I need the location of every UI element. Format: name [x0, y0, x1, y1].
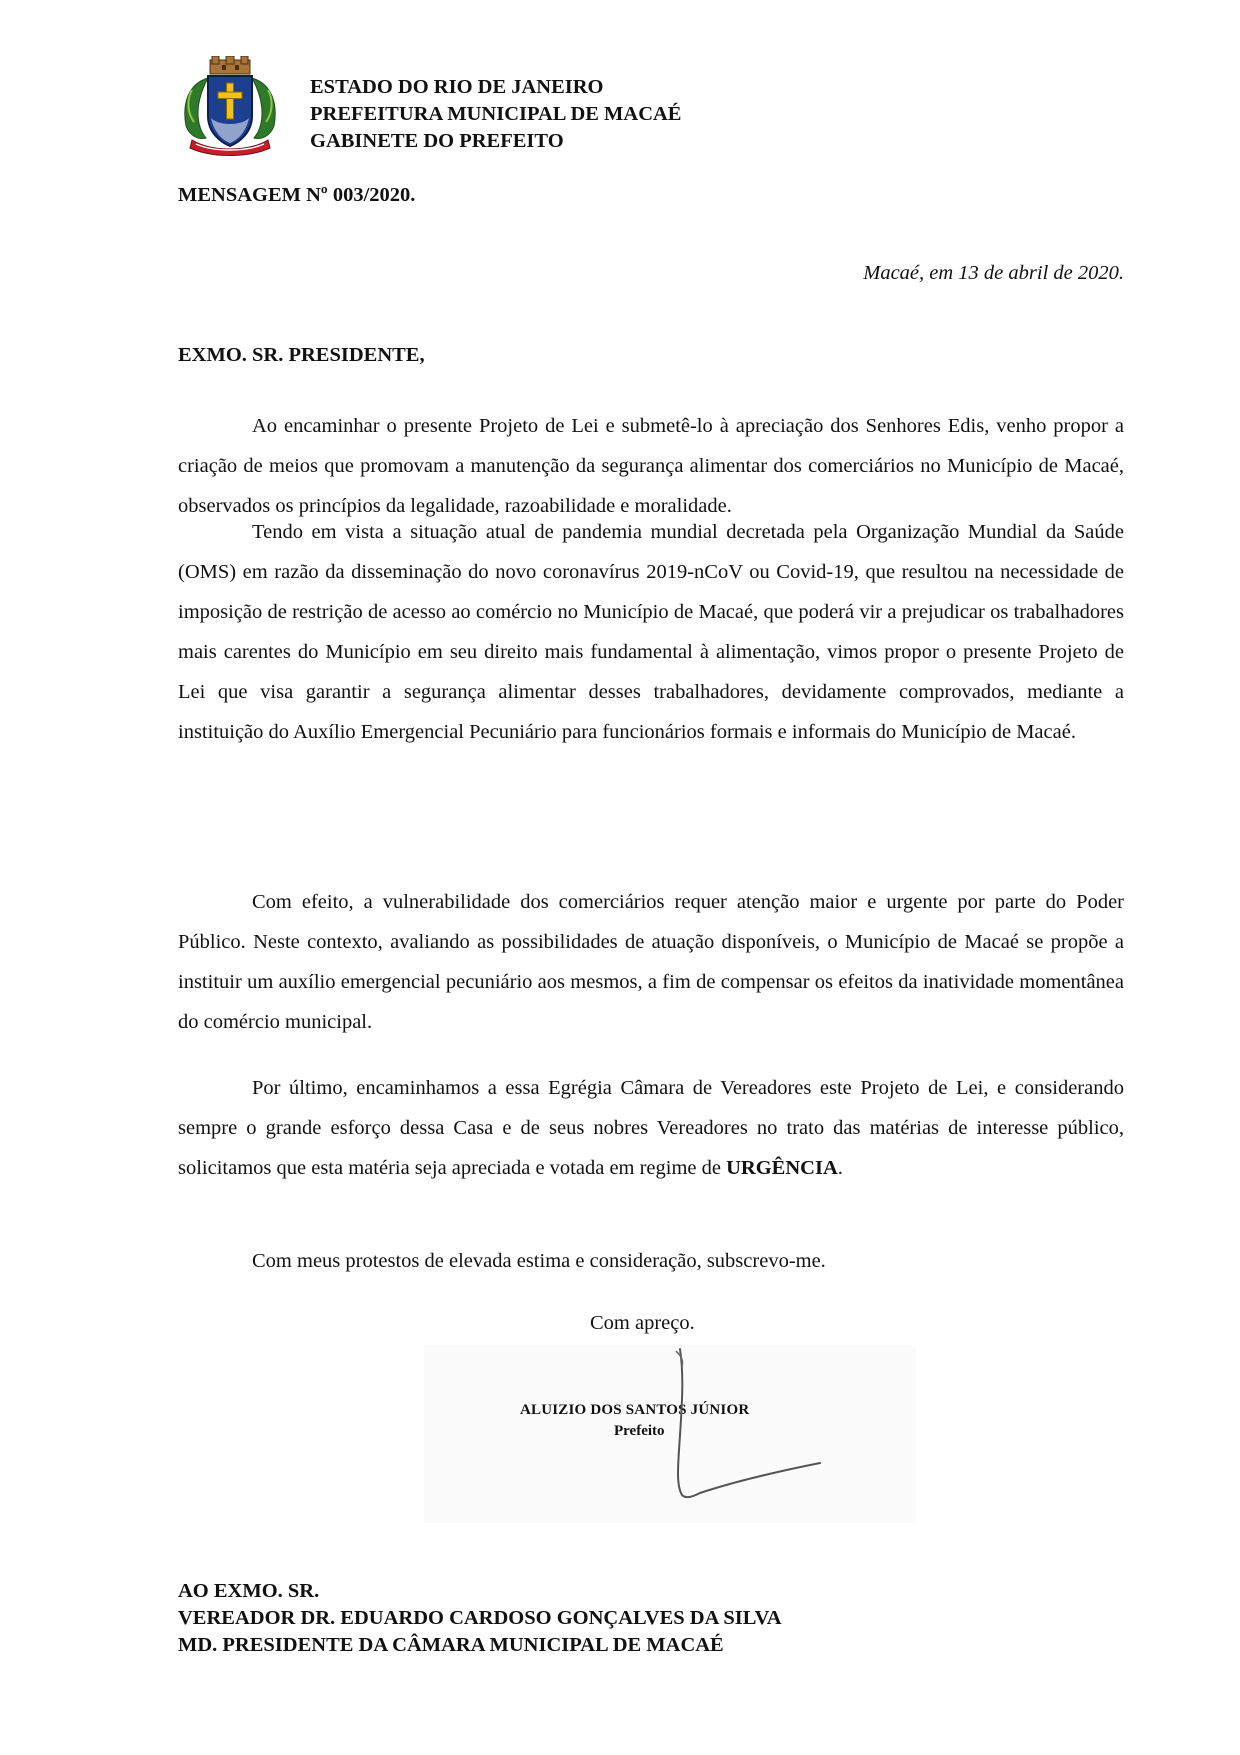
- addressee-line-3: MD. PRESIDENTE DA CÂMARA MUNICIPAL DE MACAÉ: [178, 1634, 724, 1656]
- addressee-block: [178, 1578, 782, 1659]
- handwritten-signature-icon: [640, 1345, 840, 1515]
- paragraph-4: [178, 1068, 1124, 1188]
- message-number: MENSAGEM Nº 003/2020.: [178, 184, 416, 206]
- paragraph-4-end: .: [837, 1157, 843, 1179]
- prefecture-name: PREFEITURA MUNICIPAL DE MACAÉ: [310, 103, 682, 125]
- office-name: GABINETE DO PREFEITO: [310, 130, 564, 152]
- paragraph-3: Com efeito, a vulnerabilidade dos comerciários requer atenção maior e urgente por parte do Poder Público. Neste contexto, avaliando as possibilidades de atuação disponíveis, o Município de Macaé se propõe a instituir um auxílio emergencial pecuniário aos mesmos, a fim de compensar os efeitos da inatividade momentânea do comércio municipal.: [178, 891, 1124, 1033]
- coat-of-arms-icon: [178, 56, 282, 158]
- signatory-name: ALUIZIO DOS SANTOS JÚNIOR: [520, 1402, 750, 1418]
- state-name: ESTADO DO RIO DE JANEIRO: [310, 76, 604, 98]
- paragraph-1: Ao encaminhar o presente Projeto de Lei e submetê-lo à apreciação dos Senhores Edis, venho propor a criação de meios que promovam a manutenção da segurança alimentar dos comerciários no Município de Macaé, observados os princípios da legalidade, razoabilidade e moralidade.: [178, 415, 1124, 517]
- addressee-line-1: AO EXMO. SR.: [178, 1580, 320, 1602]
- addressee-line-2: VEREADOR DR. EDUARDO CARDOSO GONÇALVES DA SILVA: [178, 1607, 782, 1629]
- salutation: EXMO. SR. PRESIDENTE,: [178, 344, 425, 366]
- paragraph-4-text: Por último, encaminhamos a essa Egrégia Câmara de Vereadores este Projeto de Lei, e considerando sempre o grande esforço dessa Casa e de seus nobres Vereadores no trato das matérias de interesse público, solicitamos que esta matéria seja apreciada e votada em regime de: [178, 1077, 1124, 1179]
- letterhead: [178, 56, 878, 158]
- signatory-title: Prefeito: [614, 1423, 665, 1439]
- regards: Com apreço.: [590, 1312, 695, 1334]
- closing-line: Com meus protestos de elevada estima e consideração, subscrevo-me.: [252, 1250, 826, 1272]
- paragraph-2: Tendo em vista a situação atual de pandemia mundial decretada pela Organização Mundial da Saúde (OMS) em razão da disseminação do novo coronavírus 2019-nCoV ou Covid-19, que resultou na necessidade de imposição de restrição de acesso ao comércio no Município de Macaé, que poderá vir a prejudicar os trabalhadores mais carentes do Município em seu direito mais fundamental à alimentação, vimos propor o presente Projeto de Lei que visa garantir a segurança alimentar desses trabalhadores, devidamente comprovados, mediante a instituição do Auxílio Emergencial Pecuniário para funcionários formais e informais do Município de Macaé.: [178, 521, 1124, 743]
- organization-lines: [310, 74, 681, 155]
- urgency-emphasis: URGÊNCIA: [726, 1157, 838, 1179]
- letter-date: Macaé, em 13 de abril de 2020.: [863, 262, 1124, 284]
